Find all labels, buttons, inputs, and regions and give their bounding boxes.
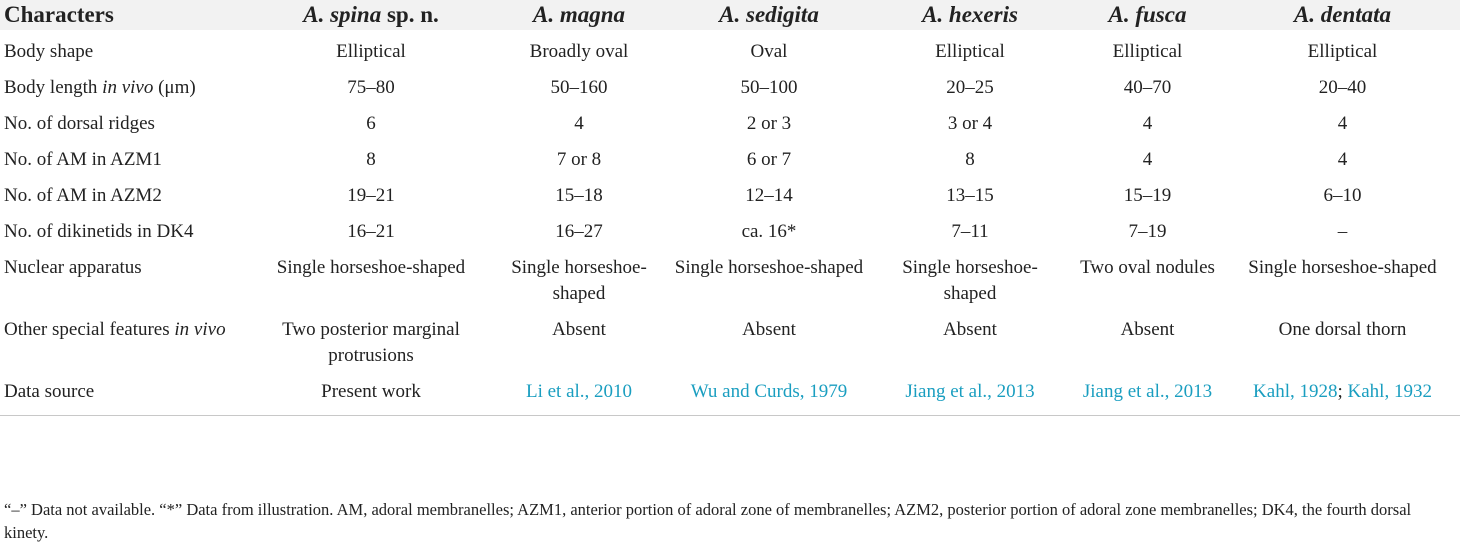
table-cell: 15–18 <box>555 185 603 206</box>
table-cell: 4 <box>574 113 584 134</box>
table-row <box>0 251 1460 313</box>
table-cell: 16–27 <box>555 221 603 242</box>
table-cell: Oval <box>750 41 788 62</box>
table-cell: Kahl, 1928; Kahl, 1932 <box>1225 375 1460 416</box>
table-cell: 4 <box>1142 113 1153 134</box>
table-cell: 20–40 <box>1318 77 1367 98</box>
table-cell: 50–100 <box>740 77 798 98</box>
table-cell: Elliptical <box>1112 41 1183 62</box>
header-species: A. magna <box>532 2 626 27</box>
reference-link[interactable]: Wu and Curds, 1979 <box>690 381 848 402</box>
table-cell: Single horseshoe-shaped <box>511 257 647 304</box>
table-cell: ca. 16* <box>741 221 797 242</box>
row-label: Data source <box>0 375 252 416</box>
row-label: No. of dikinetids in DK4 <box>4 221 194 242</box>
table-cell: Single horseshoe-shaped <box>276 257 466 278</box>
table-cell: 13–15 <box>946 185 994 206</box>
header-species: A. spina sp. n. <box>303 2 439 27</box>
table-cell: Single horseshoe-shaped <box>1248 257 1437 278</box>
header-species: A. sedigita <box>719 2 819 27</box>
reference-link[interactable]: Li et al., 2010 <box>525 381 633 402</box>
table-cell <box>870 375 1070 416</box>
table-cell: 50–160 <box>550 77 608 98</box>
header-species: A. dentata <box>1293 2 1392 27</box>
table-row <box>0 215 1460 251</box>
header-characters: Characters <box>4 2 114 27</box>
row-label: No. of AM in AZM2 <box>4 185 162 206</box>
header-species: A. fusca <box>1108 2 1187 27</box>
table-cell: Elliptical <box>1307 41 1378 62</box>
row-label: Body shape <box>4 41 94 62</box>
table-row <box>0 375 1460 416</box>
table-cell: 4 <box>1142 149 1153 170</box>
table-cell: Absent <box>1120 319 1175 340</box>
table-cell: Present work <box>252 375 490 416</box>
table-cell: Two posterior marginal protrusions <box>282 319 460 366</box>
table-cell: 40–70 <box>1123 77 1172 98</box>
reference-link[interactable]: Kahl, 1932 <box>1347 381 1432 402</box>
table-cell: 3 or 4 <box>947 113 993 134</box>
reference-link[interactable]: Jiang et al., 2013 <box>1082 381 1213 402</box>
table-cell <box>668 375 870 416</box>
header-row <box>0 0 1460 30</box>
table-cell: 75–80 <box>347 77 395 98</box>
table-cell: 19–21 <box>347 185 395 206</box>
table-cell: One dorsal thorn <box>1278 319 1407 340</box>
row-label: Other special features in vivo <box>4 319 226 340</box>
table-row <box>0 107 1460 143</box>
table-cell: 16–21 <box>347 221 395 242</box>
table-cell: 4 <box>1337 113 1348 134</box>
table-row <box>0 143 1460 179</box>
table-cell: 7 or 8 <box>556 149 602 170</box>
table-cell: Absent <box>742 319 796 340</box>
table-row <box>0 179 1460 215</box>
table-footnote: “–” Data not available. “*” Data from illustration. AM, adoral membranelles; AZM1, anterior portion of adoral zone of membranelles; AZM2, posterior portion of adoral zone membranelles; DK4, the fourth dorsal kinety. <box>4 500 1412 542</box>
table-row <box>0 71 1460 107</box>
row-label: Body length in vivo (μm) <box>4 77 196 98</box>
reference-link[interactable]: Jiang et al., 2013 <box>905 381 1035 402</box>
table-cell: 4 <box>1337 149 1348 170</box>
table-cell: Two oval nodules <box>1080 257 1215 278</box>
table-row <box>0 313 1460 375</box>
table-cell: 8 <box>965 149 975 170</box>
table-cell: 15–19 <box>1123 185 1172 206</box>
row-label: No. of AM in AZM1 <box>4 149 162 170</box>
table-cell: 7–19 <box>1128 221 1167 242</box>
header-species: A. hexeris <box>922 2 1018 27</box>
table-cell: 7–11 <box>951 221 989 242</box>
table-cell: 8 <box>366 149 376 170</box>
table-cell: 6–10 <box>1323 185 1362 206</box>
table-cell: Broadly oval <box>529 41 629 62</box>
table-cell: Absent <box>943 319 997 340</box>
table-cell: 6 <box>366 113 376 134</box>
table-cell <box>490 375 668 416</box>
table-cell: 12–14 <box>745 185 793 206</box>
table-cell: 20–25 <box>946 77 994 98</box>
reference-link[interactable]: Kahl, 1928 <box>1253 381 1338 402</box>
table-row <box>0 30 1460 71</box>
row-label: No. of dorsal ridges <box>4 113 155 134</box>
table-cell: 6 or 7 <box>746 149 792 170</box>
row-label: Nuclear apparatus <box>4 257 142 278</box>
table-cell: Elliptical <box>336 41 406 62</box>
table-cell: Single horseshoe-shaped <box>902 257 1038 304</box>
table-cell: Elliptical <box>935 41 1005 62</box>
table-cell: Single horseshoe-shaped <box>674 257 864 278</box>
table-cell: Absent <box>552 319 606 340</box>
table-cell <box>1070 375 1225 416</box>
table-cell: 2 or 3 <box>746 113 792 134</box>
table-cell: – <box>1337 221 1348 242</box>
